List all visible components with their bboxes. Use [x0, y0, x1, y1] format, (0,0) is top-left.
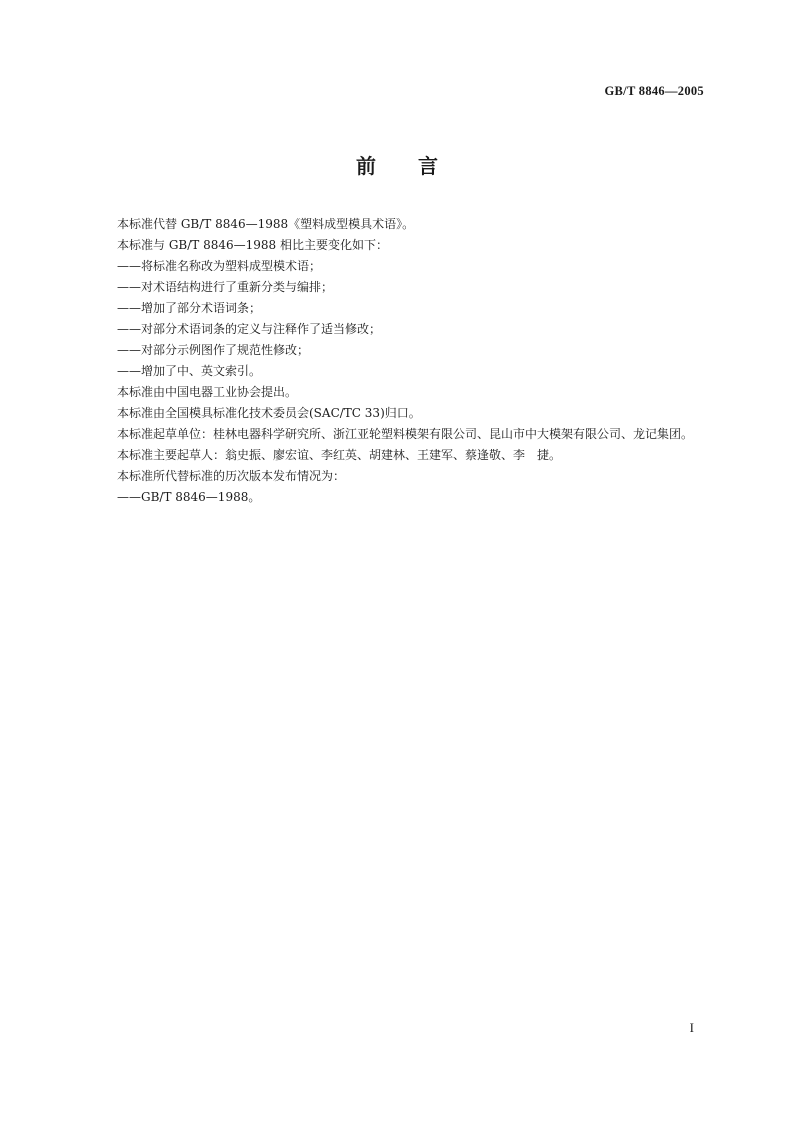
- paragraph-history-intro: 本标准所代替标准的历次版本发布情况为：: [117, 469, 346, 483]
- paragraph-drafters: 本标准主要起草人：翁史振、廖宏谊、李红英、胡建林、王建军、蔡逢敬、李 捷。: [117, 448, 562, 462]
- change-item: ——增加了中、英文索引。: [117, 364, 262, 378]
- change-item: ——增加了部分术语词条；: [117, 301, 262, 315]
- change-item: ——对术语结构进行了重新分类与编排；: [117, 280, 334, 294]
- paragraph-changes-intro: 本标准与 GB/T 8846—1988 相比主要变化如下：: [117, 238, 388, 252]
- change-item: ——对部分术语词条的定义与注释作了适当修改；: [117, 322, 382, 336]
- foreword-body: [90, 214, 704, 508]
- paragraph-drafting-units: 本标准起草单位：桂林电器科学研究所、浙江亚轮塑料模架有限公司、昆山市中大模架有限公司、龙记集团。: [117, 427, 694, 441]
- change-item: ——将标准名称改为塑料成型模术语；: [117, 259, 322, 273]
- title-char-2: 言: [418, 154, 438, 178]
- history-item: ——GB/T 8846—1988。: [117, 490, 261, 504]
- change-item: ——对部分示例图作了规范性修改；: [117, 343, 310, 357]
- paragraph-proposer: 本标准由中国电器工业协会提出。: [117, 385, 298, 399]
- paragraph-replaces: 本标准代替 GB/T 8846—1988《塑料成型模具术语》。: [117, 217, 415, 231]
- title-char-1: 前: [356, 154, 376, 178]
- standard-code: GB/T 8846—2005: [604, 84, 704, 98]
- paragraph-committee: 本标准由全国模具标准化技术委员会(SAC/TC 33)归口。: [117, 406, 421, 420]
- page-number: I: [689, 1020, 694, 1035]
- page-title: [0, 150, 794, 179]
